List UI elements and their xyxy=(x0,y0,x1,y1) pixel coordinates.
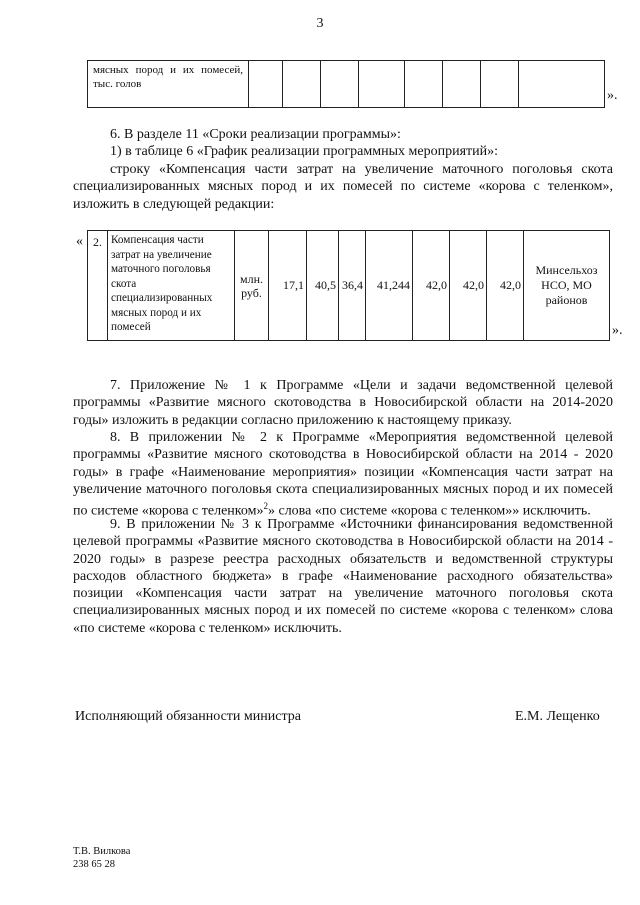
item9-text: 9. В приложении № 3 к Программе «Источники финансирования ведомственной целевой программы «Развитие мясного скотоводства в Новосибирской области на 2014 - 2020 годы» в разрезе реестра расходных обязательств и ведомственной структуры расходов областного бюджета» в графе «Наименование расходного обязательства» позиции «Компенсация части затрат на увеличение маточного поголовья скота специализированных мясных пород и их помесей по системе «корова с теленком» слова «по системе «корова с теленком» исключить. xyxy=(73,517,613,636)
item8-text xyxy=(73,429,613,520)
table-row xyxy=(88,61,605,108)
opening-quote-2: « xyxy=(76,234,83,249)
schedule-table xyxy=(87,230,610,341)
value-2018: 42,0 xyxy=(413,231,450,341)
signatory-name: Е.М. Лещенко xyxy=(515,709,600,724)
footnote-marker: 2 xyxy=(263,501,268,512)
row-label: Компенсация части затрат на увеличение маточного поголовья скота специализированных мясных пород и их помесей xyxy=(108,231,235,341)
value-2017: 41,244 xyxy=(366,231,413,341)
table-cell xyxy=(283,61,321,108)
value-2014: 17,1 xyxy=(269,231,307,341)
table-continuation xyxy=(87,60,605,108)
table-cell xyxy=(359,61,405,108)
executor-phone: 238 65 28 xyxy=(73,859,115,870)
item6-subheading: 1) в таблице 6 «График реализации программных мероприятий»: xyxy=(110,144,499,159)
table-row xyxy=(88,231,610,341)
responsible-cell: Минсельхоз НСО, МО районов xyxy=(524,231,610,341)
value-2020: 42,0 xyxy=(487,231,524,341)
unit-cell: млн. руб. xyxy=(235,231,269,341)
item8-text-main: 8. В приложении № 2 к Программе «Мероприятия ведомственной целевой программы «Развитие мясного скотоводства в Новосибирской области на 2014 - 2020 годы» в графе «Наименование мероприятия» позиции «Компенсация части затрат на увеличение маточного поголовья скота специализированных мясных пород и их помесей по системе «корова с теленком» xyxy=(73,430,613,519)
closing-quote-1: ». xyxy=(607,88,618,103)
table-cell xyxy=(481,61,519,108)
executor-name: Т.В. Вилкова xyxy=(73,846,131,857)
item6-heading: 6. В разделе 11 «Сроки реализации программы»: xyxy=(110,127,401,142)
page-number: 3 xyxy=(316,16,324,31)
table-cell xyxy=(405,61,443,108)
value-2016: 36,4 xyxy=(339,231,366,341)
item6-text: строку «Компенсация части затрат на увеличение маточного поголовья скота специализированных мясных пород и их помесей по системе «корова с теленком», изложить в следующей редакции: xyxy=(73,162,613,212)
item7-text: 7. Приложение № 1 к Программе «Цели и задачи ведомственной целевой программы «Развитие мясного скотоводства в Новосибирской области на 2014-2020 годы» изложить в редакции согласно приложению к настоящему приказу. xyxy=(73,378,613,428)
value-2015: 40,5 xyxy=(307,231,339,341)
table-cell xyxy=(443,61,481,108)
closing-quote-2: ». xyxy=(612,323,623,338)
item8-text-end: » слова «по системе «корова с теленком»» исключить. xyxy=(267,503,591,519)
row-label: мясных пород и их помесей, тыс. голов xyxy=(88,61,249,108)
table-cell xyxy=(519,61,605,108)
signatory-position: Исполняющий обязанности министра xyxy=(75,709,301,724)
row-number: 2. xyxy=(88,231,108,341)
table-cell xyxy=(249,61,283,108)
value-2019: 42,0 xyxy=(450,231,487,341)
table-cell xyxy=(321,61,359,108)
